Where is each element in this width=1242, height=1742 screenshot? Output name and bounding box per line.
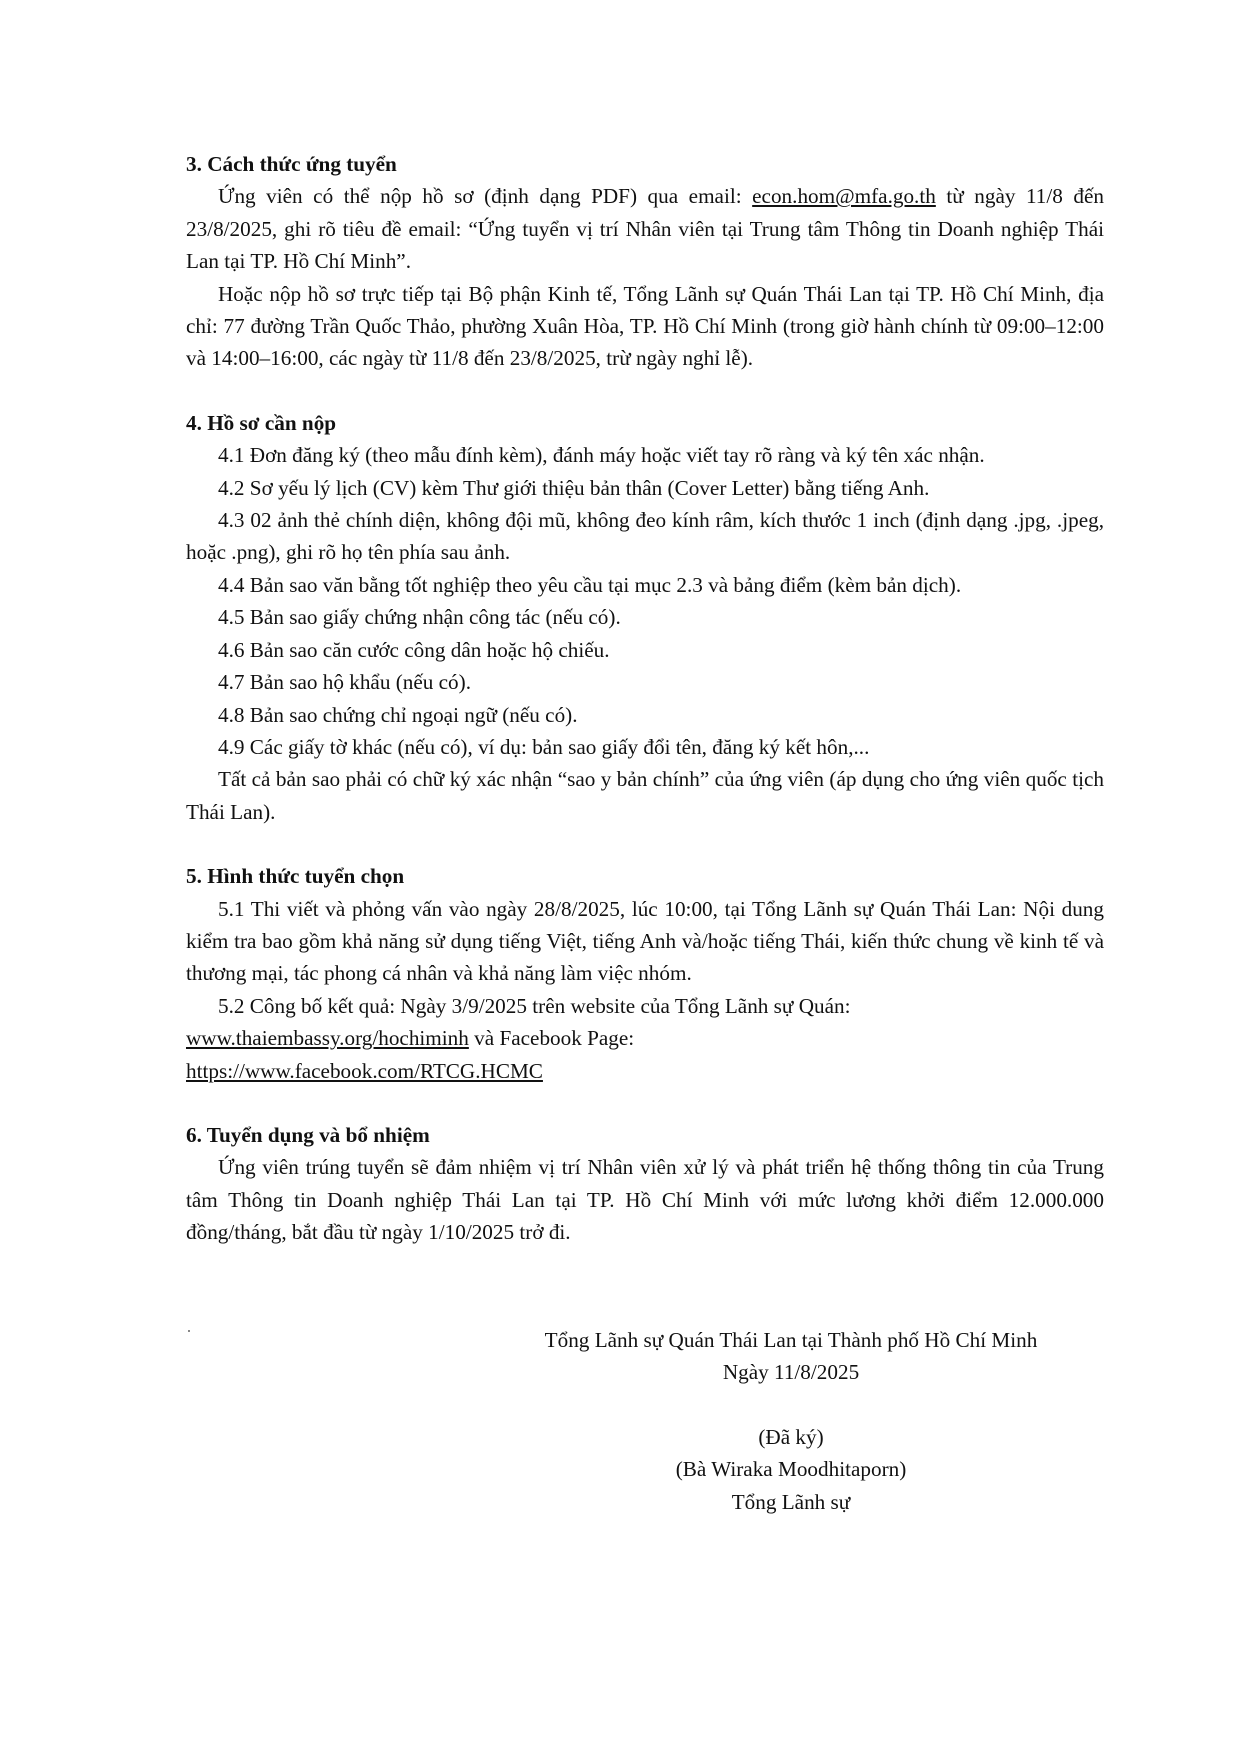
list-item: 4.8 Bản sao chứng chỉ ngoại ngữ (nếu có). <box>218 702 578 727</box>
section-4-note: Tất cả bản sao phải có chữ ký xác nhận “sao y bản chính” của ứng viên (áp dụng cho ứng viên quốc tịch Thái Lan). <box>186 767 1104 824</box>
section-3-p1-text-b: từ ngày 11/8 đến 23/8/2025, ghi rõ tiêu đề email: “Ứng tuyển vị trí Nhân viên tại Trung tâm Thông tin Doanh nghiệp Thái Lan tại TP. Hồ Chí Minh”. <box>186 184 1104 274</box>
spacer <box>186 1087 1104 1119</box>
section-3-paragraph-2: Hoặc nộp hồ sơ trực tiếp tại Bộ phận Kinh tế, Tổng Lãnh sự Quán Thái Lan tại TP. Hồ Chí Minh, địa chỉ: 77 đường Trần Quốc Thảo, phường Xuân Hòa, TP. Hồ Chí Minh (trong giờ hành chính từ 09:00–12:00 và 14:00–16:00, các ngày từ 11/8 đến 23/8/2025, trừ ngày nghỉ lễ). <box>186 281 1104 371</box>
list-item: 4.5 Bản sao giấy chứng nhận công tác (nếu có). <box>218 605 621 630</box>
list-item: 4.6 Bản sao căn cước công dân hoặc hộ chiếu. <box>218 637 610 662</box>
section-5-website-line <box>186 1022 1104 1054</box>
signature-signed: (Đã ký) <box>758 1424 824 1449</box>
list-item: 4.4 Bản sao văn bằng tốt nghiệp theo yêu cầu tại mục 2.3 và bảng điểm (kèm bản dịch). <box>218 572 962 597</box>
list-item: 4.9 Các giấy tờ khác (nếu có), ví dụ: bản sao giấy đổi tên, đăng ký kết hôn,... <box>218 734 870 759</box>
section-4-heading: 4. Hồ sơ cần nộp <box>186 410 337 435</box>
section-6-paragraph-1: Ứng viên trúng tuyển sẽ đảm nhiệm vị trí Nhân viên xử lý và phát triển hệ thống thông tin của Trung tâm Thông tin Doanh nghiệp Thái Lan tại TP. Hồ Chí Minh với mức lương khởi điểm 12.000.000 đồng/tháng, bắt đầu từ ngày 1/10/2025 trở đi. <box>186 1155 1104 1245</box>
section-3-paragraph-1 <box>186 180 1104 277</box>
section-5-facebook-line <box>186 1055 1104 1087</box>
section-5-and-facebook: và Facebook Page: <box>468 1026 635 1051</box>
scan-speck <box>188 1330 190 1332</box>
signature-date: Ngày 11/8/2025 <box>722 1360 860 1385</box>
facebook-link[interactable]: https://www.facebook.com/RTCG.HCMC <box>186 1058 543 1083</box>
list-item: 4.2 Sơ yếu lý lịch (CV) kèm Thư giới thiệu bản thân (Cover Letter) bằng tiếng Anh. <box>218 475 930 500</box>
website-link[interactable]: www.thaiembassy.org/hochiminh <box>186 1026 469 1051</box>
section-5-paragraph-1: 5.1 Thi viết và phỏng vấn vào ngày 28/8/2025, lúc 10:00, tại Tổng Lãnh sự Quán Thái Lan: Nội dung kiểm tra bao gồm khả năng sử dụng tiếng Việt, tiếng Anh và/hoặc tiếng Thái, kiến thức chung về kinh tế và thương mại, tác phong cá nhân và khả năng làm việc nhóm. <box>186 896 1104 986</box>
signature-title: Tổng Lãnh sự <box>731 1489 851 1514</box>
section-5-paragraph-2: 5.2 Công bố kết quả: Ngày 3/9/2025 trên website của Tổng Lãnh sự Quán: <box>218 993 851 1018</box>
list-item: 4.3 02 ảnh thẻ chính diện, không đội mũ, không đeo kính râm, kích thước 1 inch (định dạng .jpg, .jpeg, hoặc .png), ghi rõ họ tên phía sau ảnh. <box>186 508 1104 565</box>
section-6-heading: 6. Tuyển dụng và bổ nhiệm <box>186 1122 430 1147</box>
spacer <box>186 828 1104 860</box>
spacer <box>186 375 1104 407</box>
list-item: 4.7 Bản sao hộ khẩu (nếu có). <box>218 670 472 695</box>
signature-name: (Bà Wiraka Moodhitaporn) <box>675 1457 907 1482</box>
signature-block <box>440 1324 1142 1518</box>
section-5-heading: 5. Hình thức tuyển chọn <box>186 864 405 889</box>
email-link[interactable]: econ.hom@mfa.go.th <box>752 184 936 209</box>
document-body <box>186 148 1104 1249</box>
spacer <box>440 1389 1142 1421</box>
section-3-p1-text-a: Ứng viên có thể nộp hồ sơ (định dạng PDF) qua email: <box>218 184 753 209</box>
signature-office: Tổng Lãnh sự Quán Thái Lan tại Thành phố Hồ Chí Minh <box>544 1328 1038 1352</box>
list-item: 4.1 Đơn đăng ký (theo mẫu đính kèm), đánh máy hoặc viết tay rõ ràng và ký tên xác nhận. <box>218 443 985 468</box>
section-3-heading: 3. Cách thức ứng tuyển <box>186 152 397 176</box>
